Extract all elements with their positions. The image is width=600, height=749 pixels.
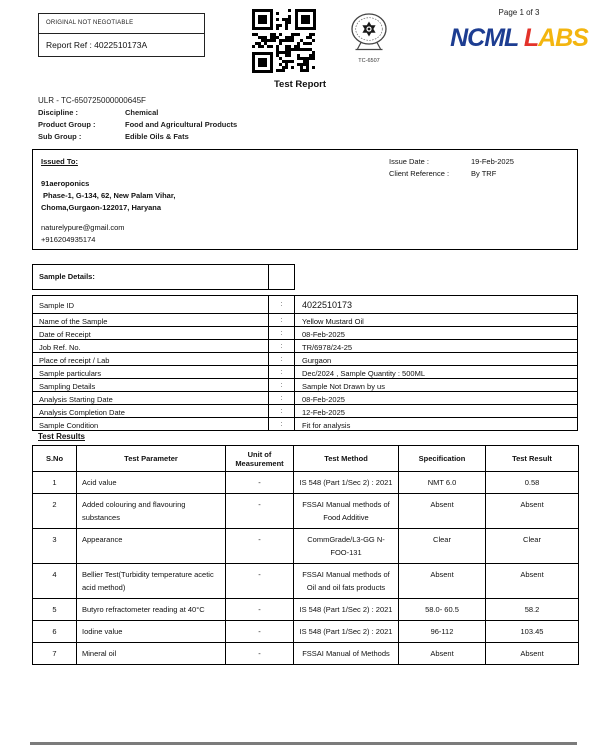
- cell-specification: Absent: [399, 643, 486, 665]
- cell-method: FSSAI Manual methods of Food Additive: [294, 494, 399, 529]
- row-value: 4022510173: [295, 295, 578, 314]
- cell-method: IS 548 (Part 1/Sec 2) : 2021: [294, 599, 399, 621]
- cell-result: 58.2: [486, 599, 579, 621]
- product-group-row: [38, 120, 238, 129]
- issue-date-label: Issue Date :: [389, 157, 430, 166]
- row-colon: :: [269, 326, 295, 340]
- issued-to-heading: Issued To:: [41, 157, 78, 166]
- table-row: [32, 391, 578, 405]
- cell-method: CommGrade/L3-GG N-FOO-131: [294, 529, 399, 564]
- row-value: 08-Feb-2025: [295, 326, 578, 340]
- row-value: Yellow Mustard Oil: [295, 313, 578, 327]
- cell-parameter: Bellier Test(Turbidity temperature acetic acid method): [77, 564, 226, 599]
- table-row: [32, 313, 578, 327]
- row-colon: :: [269, 378, 295, 392]
- cell-sno: 1: [33, 472, 77, 494]
- cell-parameter: Iodine value: [77, 621, 226, 643]
- sample-details-heading-colon-cell: [269, 264, 295, 290]
- table-row: [32, 352, 578, 366]
- table-row: [33, 643, 579, 665]
- client-reference-label: Client Reference :: [389, 169, 450, 178]
- col-sno: S.No: [33, 446, 77, 472]
- col-result: Test Result: [486, 446, 579, 472]
- accreditation-code: TC-6507: [358, 58, 380, 64]
- cell-unit: -: [226, 564, 294, 599]
- page-number: Page 1 of 3: [498, 8, 540, 17]
- logo-word-ncml: NCML: [450, 24, 518, 52]
- cell-sno: 3: [33, 529, 77, 564]
- cell-method: FSSAI Manual methods of Oil and oil fats products: [294, 564, 399, 599]
- cell-result: Clear: [486, 529, 579, 564]
- issue-date-value: 19-Feb-2025: [471, 157, 514, 166]
- cell-result: 103.45: [486, 621, 579, 643]
- sub-group-label: Sub Group :: [38, 132, 82, 141]
- row-label: Job Ref. No.: [32, 339, 269, 353]
- row-colon: :: [269, 404, 295, 418]
- table-row: [33, 621, 579, 643]
- cell-result: Absent: [486, 643, 579, 665]
- table-row: [33, 472, 579, 494]
- cell-sno: 4: [33, 564, 77, 599]
- row-value: Gurgaon: [295, 352, 578, 366]
- col-parameter: Test Parameter: [77, 446, 226, 472]
- col-unit: Unit of Measurement: [226, 446, 294, 472]
- cell-result: Absent: [486, 564, 579, 599]
- table-row: [32, 404, 578, 418]
- original-not-negotiable-label: ORIGINAL NOT NEGOTIABLE: [46, 20, 134, 26]
- sample-details-heading: Sample Details:: [32, 264, 269, 290]
- sub-group-row: [38, 132, 189, 141]
- row-label: Place of receipt / Lab: [32, 352, 269, 366]
- cell-method: IS 548 (Part 1/Sec 2) : 2021: [294, 472, 399, 494]
- table-row: [33, 564, 579, 599]
- client-phone: +916204935174: [41, 235, 96, 244]
- table-row: [32, 339, 578, 353]
- cell-sno: 5: [33, 599, 77, 621]
- logo-letter-l: L: [523, 24, 539, 52]
- discipline-value: Chemical: [125, 108, 159, 117]
- client-email: naturelypure@gmail.com: [41, 223, 125, 232]
- row-colon: :: [269, 295, 295, 314]
- cell-parameter: Appearance: [77, 529, 226, 564]
- table-row: [33, 599, 579, 621]
- cell-unit: -: [226, 621, 294, 643]
- row-label: Date of Receipt: [32, 326, 269, 340]
- issued-to-box: [32, 149, 578, 250]
- accreditation-seal: [336, 12, 402, 64]
- row-value: TR/6978/24-25: [295, 339, 578, 353]
- cell-parameter: Mineral oil: [77, 643, 226, 665]
- qr-code-icon: [252, 9, 316, 73]
- original-not-negotiable-box: [38, 13, 205, 34]
- cell-sno: 6: [33, 621, 77, 643]
- cell-specification: Absent: [399, 564, 486, 599]
- row-label: Sample Condition: [32, 417, 269, 431]
- row-value: Dec/2024 , Sample Quantity : 500ML: [295, 365, 578, 379]
- cell-result: 0.58: [486, 472, 579, 494]
- cell-specification: 58.0- 60.5: [399, 599, 486, 621]
- cell-unit: -: [226, 599, 294, 621]
- row-label: Analysis Starting Date: [32, 391, 269, 405]
- row-label: Sampling Details: [32, 378, 269, 392]
- table-row: [32, 326, 578, 340]
- product-group-value: Food and Agricultural Products: [125, 120, 238, 129]
- ncml-labs-logo: [446, 24, 592, 53]
- discipline-row: [38, 108, 159, 117]
- sub-group-value: Edible Oils & Fats: [125, 132, 189, 141]
- cell-specification: Clear: [399, 529, 486, 564]
- cell-result: Absent: [486, 494, 579, 529]
- client-address-line2: Choma,Gurgaon-122017, Haryana: [41, 203, 162, 212]
- cell-sno: 2: [33, 494, 77, 529]
- row-value: 12-Feb-2025: [295, 404, 578, 418]
- cell-method: IS 548 (Part 1/Sec 2) : 2021: [294, 621, 399, 643]
- row-label: Name of the Sample: [32, 313, 269, 327]
- test-results-table: [32, 445, 579, 665]
- page-title: Test Report: [273, 79, 327, 90]
- row-colon: :: [269, 339, 295, 353]
- cell-sno: 7: [33, 643, 77, 665]
- cell-specification: NMT 6.0: [399, 472, 486, 494]
- row-colon: :: [269, 313, 295, 327]
- cell-specification: 96-112: [399, 621, 486, 643]
- cell-unit: -: [226, 472, 294, 494]
- col-method: Test Method: [294, 446, 399, 472]
- client-address-line1: Phase-1, G-134, 62, New Palam Vihar,: [43, 191, 176, 200]
- product-group-label: Product Group :: [38, 120, 96, 129]
- cell-unit: -: [226, 494, 294, 529]
- discipline-label: Discipline :: [38, 108, 79, 117]
- footer-divider: [30, 742, 577, 745]
- client-name: 91aeroponics: [41, 179, 90, 188]
- report-ref-box: [38, 33, 205, 57]
- table-row: [32, 295, 578, 314]
- cell-unit: -: [226, 529, 294, 564]
- cell-parameter: Added colouring and flavouring substances: [77, 494, 226, 529]
- cell-parameter: Butyro refractometer reading at 40°C: [77, 599, 226, 621]
- table-row: [33, 529, 579, 564]
- cell-parameter: Acid value: [77, 472, 226, 494]
- col-specification: Specification: [399, 446, 486, 472]
- table-row: [32, 365, 578, 379]
- ulr-number: ULR - TC-650725000000645F: [38, 96, 146, 105]
- sample-details-header-row: [32, 264, 578, 290]
- row-value: 08-Feb-2025: [295, 391, 578, 405]
- row-colon: :: [269, 391, 295, 405]
- row-colon: :: [269, 365, 295, 379]
- table-row: [33, 494, 579, 529]
- row-colon: :: [269, 417, 295, 431]
- row-label: Sample ID: [32, 295, 269, 314]
- logo-word-abs: ABS: [538, 24, 588, 52]
- cell-method: FSSAI Manual of Methods: [294, 643, 399, 665]
- table-row: [32, 417, 578, 431]
- row-value: Fit for analysis: [295, 417, 578, 431]
- row-label: Sample particulars: [32, 365, 269, 379]
- table-row: [32, 378, 578, 392]
- test-results-header-row: [33, 446, 579, 472]
- client-reference-value: By TRF: [471, 169, 497, 178]
- row-colon: :: [269, 352, 295, 366]
- report-ref-label: Report Ref : 4022510173A: [46, 40, 148, 50]
- accreditation-seal-icon: [347, 12, 391, 52]
- sample-details-table: [32, 264, 578, 431]
- cell-unit: -: [226, 643, 294, 665]
- row-label: Analysis Completion Date: [32, 404, 269, 418]
- row-value: Sample Not Drawn by us: [295, 378, 578, 392]
- cell-specification: Absent: [399, 494, 486, 529]
- test-results-heading: Test Results: [38, 432, 85, 441]
